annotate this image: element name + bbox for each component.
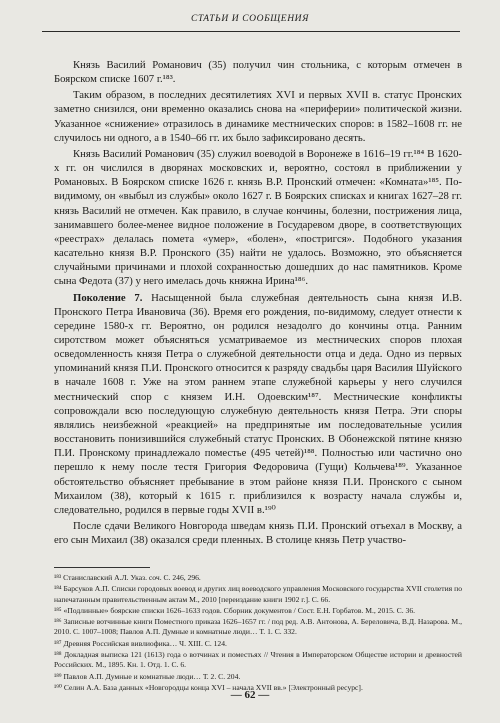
footnote-rule — [54, 567, 150, 568]
footnote-188: ¹⁸⁸ Докладная выписка 121 (1613) года о вотчинах и поместьях // Чтения в Императорском Обществе истории и древностей Российских. М., 1895. Кн. 1. Отд. 1. С. 6. — [54, 650, 462, 670]
footnote-185: ¹⁸⁵ «Подлинные» боярские списки 1626–1633 годов. Сборник документов / Сост. Е.Н. Горбатов. М., 2015. С. 36. — [54, 605, 416, 615]
paragraph-last: После сдачи Великого Новгорода шведам князь П.И. Пронский отъехал в Москву, а его сын Михаил (38) оказался среди пленных. В столице князь Петр участво- — [54, 520, 462, 547]
footnote-184: ¹⁸⁴ Барсуков А.П. Списки городовых воевод и других лиц воеводского управления Московского государства XVII столетия по напечатанным правительственным актам М., 2010 [переиздание книги 1902 г.]. С. 66. — [54, 584, 462, 604]
paragraph-3: Князь Василий Романович (35) служил воеводой в Воронеже в 1616–19 гг.¹⁸⁴ В 1620-х гг. он числился в дворянах московских и, вероятно, состоял в приближении у Романовых. В Боярском списке 1626 г. князь В.Р. Пронский отмечен: «Комната»¹⁸⁵. По-видимому, он «выбыл из службы» около 1627 г. В Боярских списках и книгах 1627–28 гг. князь Василий не отмечен. Как правило, в случае кончины, болезни, пострижения лица, занимавшего более-менее видное положение в Государевом дворе, в соответствующих «реестрах» делалась помета «умер», «болен», «постригся». Подобного указания касательно князя В.Р. Пронского (35) найти не удалось. Возможно, это объясняется случайными причинами и плохой сохранностью дошедших до нас памятников. Кроме сына Федота (37) у него имелась дочь княжна Ирина¹⁸⁶. — [54, 147, 462, 288]
footnote-183: ¹⁸³ Станиславский А.Л. Указ. соч. С. 246, 296. — [54, 573, 201, 582]
footnote-187: ¹⁸⁷ Древняя Российская вивлиофика… Ч. XIII. С. 124. — [54, 638, 227, 648]
footnote-186: ¹⁸⁶ Записные вотчинные книги Поместного приказа 1626–1657 гг. / под ред. А.В. Антонова, А. Береловича, В.Д. Назарова. М., 2010. С. 1007–1008; Павлов А.П. Думные и комнатные люди… Т. 1. С. 332. — [54, 617, 462, 637]
footnote-189: ¹⁸⁹ Павлов А.П. Думные и комнатные люди… Т. 2. С. 204. — [54, 671, 241, 681]
page-number: — 62 — — [230, 689, 270, 701]
paragraph-1: Князь Василий Романович (35) получил чин стольника, с которым отмечен в Боярском списке 1607 г.¹⁸³. — [54, 59, 462, 86]
main-text — [54, 58, 462, 549]
header-rule — [42, 31, 460, 32]
running-header: СТАТЬИ И СООБЩЕНИЯ — [191, 14, 309, 24]
paragraph-2: Таким образом, в последних десятилетиях XVI и первых XVII в. статус Пронских заметно снизился, они временно оказались снова на «периферии» политической жизни. Указанное «снижение» отразилось в динамике местнических споров: в 1582–1608 гг. не случилось ни одного, а в 1540–66 гг. их было зафиксировано десять. — [54, 89, 462, 144]
footnotes — [54, 573, 462, 694]
generation-heading: Поколение 7. — [73, 291, 143, 304]
paragraph-generation-7 — [54, 291, 462, 518]
generation-text: Насыщенной была служебная деятельность сына князя И.В. Пронского Петра Ивановича (36). Время его рождения, по-видимому, следует отнести к середине 1580-х гг. Вероятно, он родился незадолго до кончины отца. Ранним сиротством может объясняться усматриваемое из местнических споров плохая осведомленность князя Петра о служебной деятельности отца и деда. Одно из первых упоминаний князя П.И. Пронского относится к разряду свадьбы царя Василия Шуйского в начале 1608 г. Уже на этом раннем этапе служебной карьеры у него случился местнический спор с князем И.Н. Одоевским¹⁸⁷. Местнические конфликты сопровождали всю последующую служебную деятельность князя Петра. Эти споры являлись неизбежной «реакцией» на предпринятые им последовательные усилия восстановить понизившийся служебный статус Пронских. В Обонежской пятине князю П.И. Пронскому принадлежало поместье (495 четей)¹⁸⁸. Полностью или частично оно перешло к нему после тестя Григория Федоровича (Гущи) Кольчева¹⁸⁹. Указанное обстоятельство объясняет пребывание в этом районе князя П.И. Пронского с сыном Михаилом (38), который к 1615 г. приблизился к возрасту начала службы и, следовательно, родился в первые годы XVII в.¹⁹⁰ — [54, 291, 462, 516]
footnote-190: ¹⁹⁰ Селин А.А. База данных «Новгородцы конца XVI – начала XVII вв.» [Электронный ресурс]. — [54, 682, 363, 692]
